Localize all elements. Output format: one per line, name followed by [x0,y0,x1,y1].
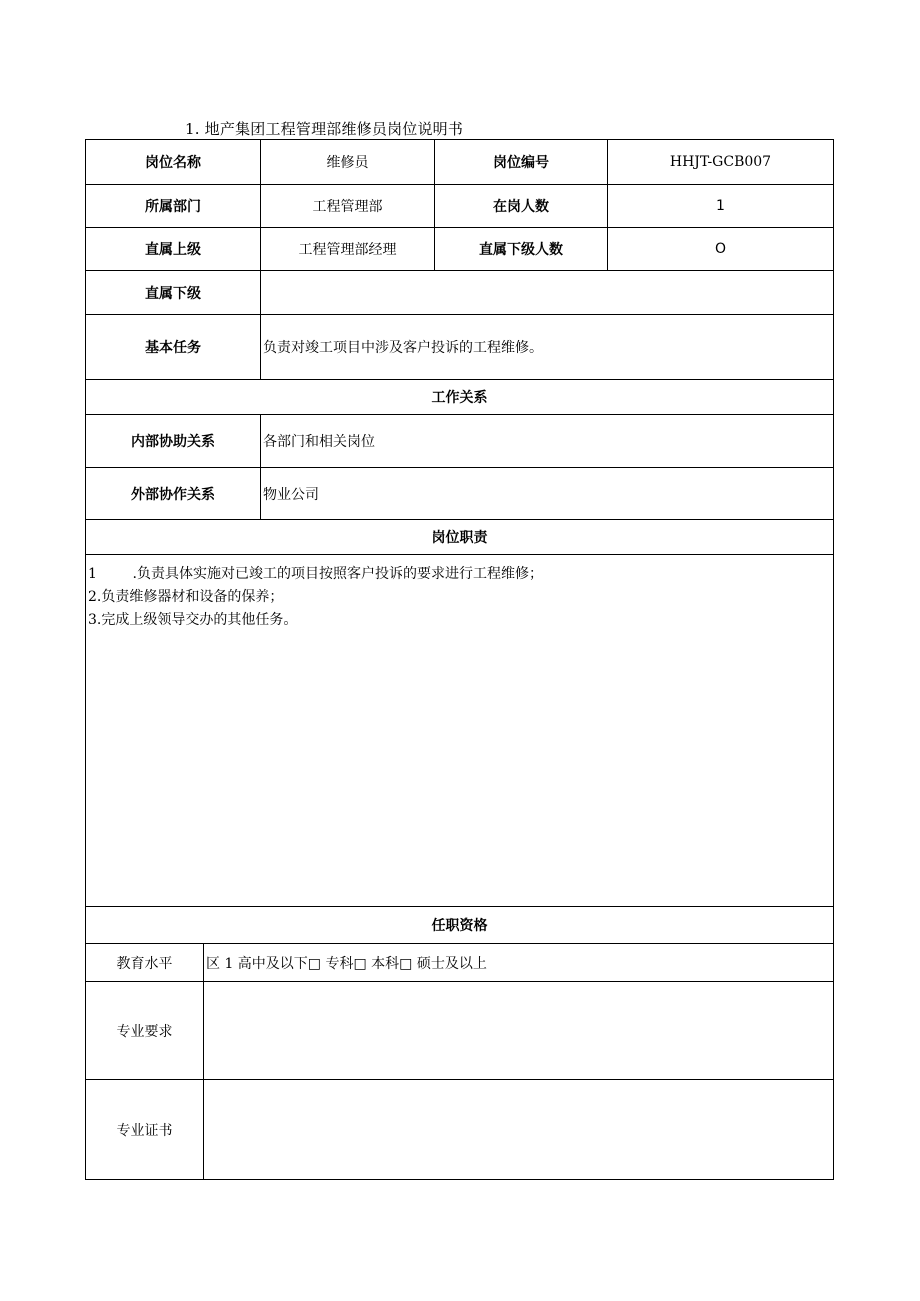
duties-heading: 岗位职责 [86,520,834,555]
superior-label: 直属上级 [86,228,261,271]
internal-relation-value: 各部门和相关岗位 [261,415,834,468]
major-label: 专业要求 [86,982,204,1080]
task-value: 负责对竣工项目中涉及客户投诉的工程维修。 [261,315,834,380]
position-name-label: 岗位名称 [86,140,261,185]
table-row [86,380,834,415]
list-item: 2.负责维修器材和设备的保养； [88,589,284,605]
certificate-label: 专业证书 [86,1080,204,1180]
subordinate-count-label: 直属下级人数 [435,228,608,271]
subordinate-value [261,271,834,315]
list-item: 3.完成上级领导交办的其他任务。 [88,612,298,628]
document-title: 1. 地产集团工程管理部维修员岗位说明书 [185,120,464,138]
table-row [86,185,834,228]
table-row [86,520,834,555]
list-item: 1 .负责具体实施对已竣工的项目按照客户投诉的要求进行工程维修； [88,566,543,582]
table-row [86,468,834,520]
subordinate-count-value: O [608,228,834,271]
table-row [86,140,834,185]
position-name-value: 维修员 [261,140,435,185]
education-label: 教育水平 [86,944,204,982]
table-row [86,271,834,315]
external-relation-label: 外部协作关系 [86,468,261,520]
table-row [86,1080,834,1180]
relations-heading: 工作关系 [86,380,834,415]
department-label: 所属部门 [86,185,261,228]
subordinate-label: 直属下级 [86,271,261,315]
external-relation-value: 物业公司 [261,468,834,520]
table-row [86,982,834,1080]
table-row [86,315,834,380]
position-code-label: 岗位编号 [435,140,608,185]
superior-value: 工程管理部经理 [261,228,435,271]
certificate-value [204,1080,834,1180]
internal-relation-label: 内部协助关系 [86,415,261,468]
education-options: 区 1 高中及以下□ 专科□ 本科□ 硕士及以上 [204,944,834,982]
qualifications-table [85,906,834,1180]
task-label: 基本任务 [86,315,261,380]
qualifications-heading: 任职资格 [86,907,834,944]
duties-list [86,555,834,907]
headcount-value: 1 [608,185,834,228]
position-info-table [85,139,834,907]
major-value [204,982,834,1080]
department-value: 工程管理部 [261,185,435,228]
headcount-label: 在岗人数 [435,185,608,228]
table-row [86,907,834,944]
table-row [86,555,834,907]
table-row [86,944,834,982]
position-code-value: HHJT-GCB007 [608,140,834,185]
table-row [86,228,834,271]
table-row [86,415,834,468]
